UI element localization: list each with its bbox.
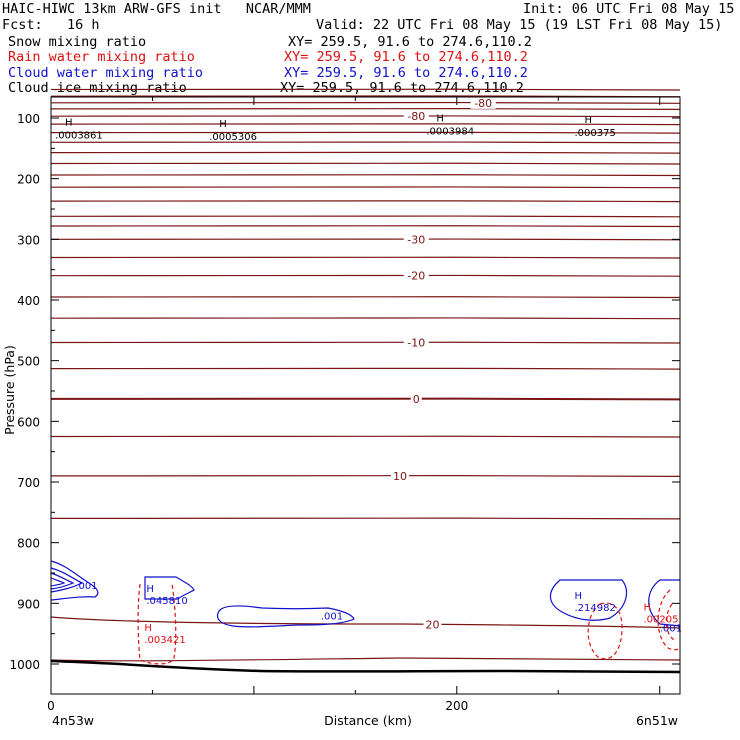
isotherm-line xyxy=(51,518,680,519)
init-time: Init: 06 UTC Fri 08 May 15 xyxy=(523,1,735,17)
isotherm-line xyxy=(51,89,680,90)
y-axis-label: Pressure (hPa) xyxy=(2,345,17,435)
y-tick-label: 500 xyxy=(17,354,40,369)
y-tick-label: 400 xyxy=(17,294,40,308)
isotherm-label: 20 xyxy=(425,618,440,632)
forecast-hour: Fcst: 16 h xyxy=(2,17,100,33)
field-cloudwater-name: Cloud water mixing ratio xyxy=(8,65,204,81)
snow-max-marker: H xyxy=(584,114,593,126)
isotherm-line xyxy=(51,175,680,176)
y-tick-label: 100 xyxy=(17,112,40,126)
snow-max-marker: H xyxy=(436,113,444,125)
field-snow-xy: XY= 259.5, 91.6 to 274.6,110.2 xyxy=(288,34,532,50)
field-rain-name: Rain water mixing ratio xyxy=(8,49,195,65)
isotherm-label: -20 xyxy=(407,269,426,283)
terrain-line xyxy=(51,661,680,672)
isotherm-line xyxy=(51,163,680,164)
isotherm-line xyxy=(51,658,680,661)
isotherm-line xyxy=(51,152,680,153)
cloud-water-contour xyxy=(51,578,64,586)
isotherm-line xyxy=(51,318,680,319)
isotherm-label: 10 xyxy=(392,469,407,483)
valid-time: Valid: 22 UTC Fri 08 May 15 (19 LST Fri 08 May 15) xyxy=(316,17,723,33)
field-cloudice-name: Cloud ice mixing ratio xyxy=(8,80,187,96)
cloud-water-max-marker: H xyxy=(574,590,583,602)
y-tick-label: 300 xyxy=(17,233,40,248)
cloud-water-label: .001 xyxy=(659,623,682,635)
isotherm-label: -30 xyxy=(407,233,426,247)
isotherm-line xyxy=(51,201,680,202)
terrain-outline xyxy=(51,661,680,672)
isotherm-label: 0 xyxy=(412,392,420,406)
x-axis-label: Distance (km) xyxy=(324,713,412,728)
isotherm-line xyxy=(51,297,680,298)
isotherm-line xyxy=(51,239,680,240)
snow-max-value: .000375 xyxy=(574,127,616,139)
isotherm-line xyxy=(51,342,680,343)
rain-water-max-marker: H xyxy=(144,622,152,634)
isotherm-line xyxy=(51,436,680,437)
cloud-water-label: .001 xyxy=(320,611,344,623)
contour-labels xyxy=(55,97,682,646)
isotherm-line xyxy=(51,216,680,217)
snow-max-value: .0005306 xyxy=(209,132,257,144)
isotherm-label: -80 xyxy=(474,96,493,110)
field-cloudwater-xy: XY= 259.5, 91.6 to 274.6,110.2 xyxy=(284,65,528,81)
temperature-isotherms xyxy=(51,89,680,661)
y-tick-label: 600 xyxy=(17,415,40,430)
snow-max-marker: H xyxy=(219,119,227,131)
y-tick-label: 900 xyxy=(17,597,40,612)
y-tick-label: 1000 xyxy=(9,658,40,672)
isotherm-label: -10 xyxy=(407,336,426,350)
isotherm-line xyxy=(51,368,680,369)
right-endpoint: 6n51w xyxy=(635,713,678,728)
cloud-water-contour xyxy=(51,573,73,589)
isotherm-line xyxy=(51,226,680,227)
x-tick-label: 200 xyxy=(445,699,469,713)
isotherm-line xyxy=(51,399,680,400)
isotherm-line xyxy=(51,275,680,276)
snow-max-value: .0003984 xyxy=(426,126,475,138)
isotherm-line xyxy=(51,109,680,110)
field-snow-name: Snow mixing ratio xyxy=(8,34,147,50)
field-cloudice-xy: XY= 259.5, 91.6 to 274.6,110.2 xyxy=(280,80,524,96)
isotherm-line xyxy=(51,187,680,188)
snow-max-value: .0003861 xyxy=(55,130,103,142)
x-tick-label: 0 xyxy=(47,699,55,713)
y-tick-label: 800 xyxy=(17,536,40,551)
rain-water-label: .003421 xyxy=(144,634,186,646)
isotherm-line xyxy=(51,142,680,143)
cloud-water-contour xyxy=(550,580,626,620)
isotherm-line xyxy=(51,476,680,477)
cloud-water-label: .001 xyxy=(75,581,98,593)
isotherm-line xyxy=(51,103,680,104)
left-endpoint: 4n53w xyxy=(52,713,95,728)
cloud-water-label: .214982 xyxy=(574,602,616,614)
field-rain-xy: XY= 259.5, 91.6 to 274.6,110.2 xyxy=(284,49,528,65)
title-left: HAIC-HIWC 13km ARW-GFS init NCAR/MMM xyxy=(2,1,311,17)
y-tick-label: 200 xyxy=(17,172,40,187)
y-tick-label: 700 xyxy=(17,476,40,490)
cloud-water-label: .045810 xyxy=(146,596,188,608)
rain-water-max-marker: H xyxy=(643,602,652,614)
rain-water-label: .00205 xyxy=(643,614,679,626)
cloud-water-max-marker: H xyxy=(146,584,154,596)
isotherm-label: -80 xyxy=(407,110,426,124)
isotherm-line xyxy=(51,257,680,258)
snow-max-marker: H xyxy=(65,117,73,129)
